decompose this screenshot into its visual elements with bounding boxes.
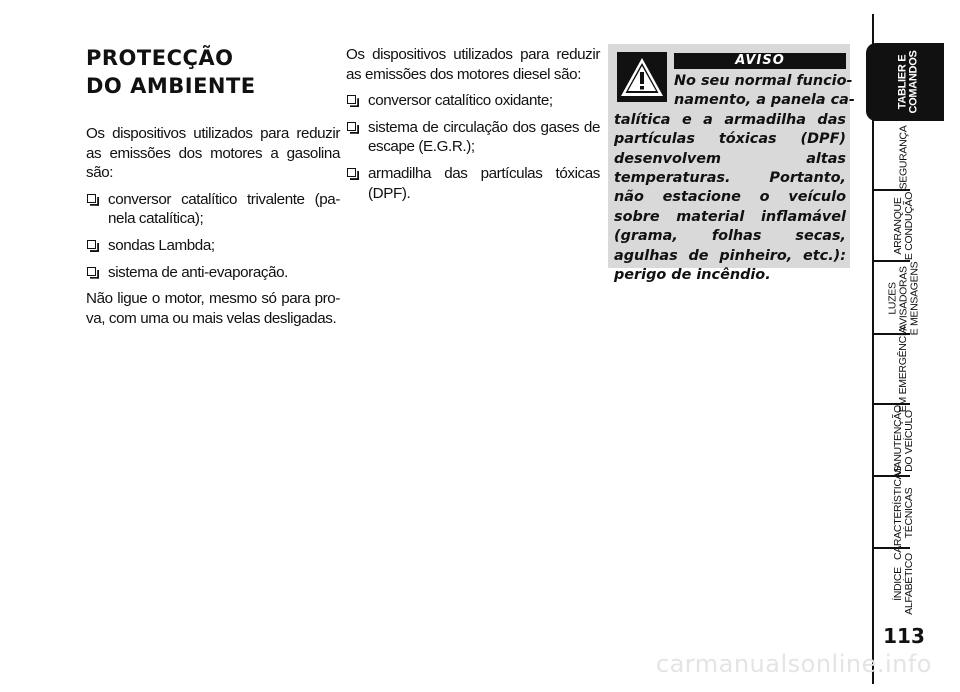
diesel-column: [346, 45, 600, 210]
warning-line-1: No seu normal funcio-: [674, 73, 853, 89]
checkbox-bullet-icon: [87, 267, 96, 276]
tab-arranque-e-conducao[interactable]: ARRANQUE E CONDUÇÃO: [892, 191, 915, 261]
gasoline-intro: Os dispositivos utilizados para reduzir as emissões dos motores a gasolina são:: [86, 125, 340, 182]
checkbox-bullet-icon: [347, 95, 356, 104]
watermark: carmanualsonline.info: [655, 650, 932, 678]
tab-label-tablier[interactable]: TABLIER E COMANDOS: [896, 50, 919, 114]
warning-body: talítica e a armadilha das partículas tóxicas (DPF) desenvolvem altas temperaturas. Portanto, não estacione o veículo sobre material inflamável (grama, folhas secas, agulhas de pinheiro, etc.): perigo de incêndio.: [614, 111, 846, 284]
page-number: 113: [883, 624, 925, 648]
checkbox-bullet-icon: [347, 168, 356, 177]
checkbox-bullet-icon: [347, 122, 356, 131]
list-item: conversor catalítico trivalente (pa-nela catalítica);: [86, 190, 340, 229]
tab-caracteristicas-tecnicas[interactable]: CARACTERÍSTICAS TÉCNICAS: [892, 465, 916, 560]
list-item: sistema de anti-evaporação.: [86, 263, 340, 283]
checkbox-bullet-icon: [87, 240, 96, 249]
tab-indice-alfabetico[interactable]: ÍNDICE ALFABÉTICO: [892, 553, 915, 615]
list-item: sondas Lambda;: [86, 236, 340, 256]
diesel-intro: Os dispositivos utilizados para reduzir as emissões dos motores diesel são:: [346, 46, 600, 83]
list-item: conversor catalítico oxidante;: [346, 91, 600, 111]
title-line-2: DO AMBIENTE: [86, 74, 256, 98]
warning-banner: AVISO: [674, 53, 846, 69]
gasoline-note: Não ligue o motor, mesmo só para pro-va, com uma ou mais velas desligadas.: [86, 290, 340, 327]
gasoline-column: [86, 124, 340, 335]
diesel-list: [346, 91, 600, 203]
tab-manutencao-do-veiculo[interactable]: MANUTENÇÃO DO VEÍCULO: [892, 404, 916, 477]
warning-text: [614, 72, 855, 285]
tab-em-emergencia[interactable]: EM EMERGÊNCIA: [897, 326, 910, 413]
title-line-1: PROTECÇÃO: [86, 46, 234, 70]
warning-box: [608, 44, 855, 284]
tab-seguranca[interactable]: SEGURANÇA: [897, 125, 910, 189]
warning-line-2: namento, a panela ca-: [674, 92, 855, 109]
list-item: sistema de circulação dos gases de escape (E.G.R.);: [346, 118, 600, 157]
tab-luzes-avisadoras[interactable]: LUZES AVISADORAS E MENSAGENS: [886, 261, 921, 335]
list-item: armadilha das partículas tóxicas (DPF).: [346, 164, 600, 203]
checkbox-bullet-icon: [87, 194, 96, 203]
page-title: [86, 44, 326, 100]
gasoline-list: [86, 190, 340, 282]
